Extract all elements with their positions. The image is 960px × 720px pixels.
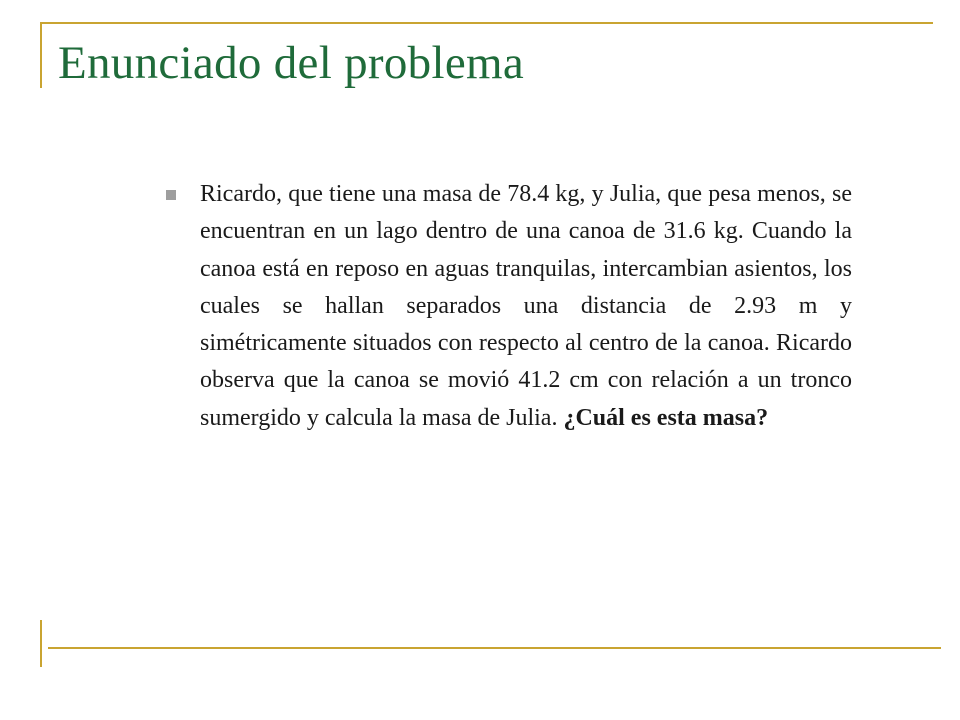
bottom-rule (48, 647, 941, 649)
bottom-left-rule (40, 620, 42, 667)
top-rule (40, 22, 933, 24)
square-bullet-icon (166, 190, 176, 200)
problem-statement: Ricardo, que tiene una masa de 78.4 kg, y Julia, que pesa menos, se encuentran en un lago dentro de una canoa de 31.6 kg. Cuando la canoa está en reposo en aguas tranquilas, intercambian asientos, los cuales se hallan separados una distancia de 2.93 m y simétricamente situados con respecto al centro de la canoa. Ricardo observa que la canoa se movió 41.2 cm con relación a un tronco sumergido y calcula la masa de Julia. (200, 181, 852, 431)
bullet-list (160, 176, 852, 437)
slide-title: Enunciado del problema (58, 37, 524, 89)
left-rule (40, 22, 42, 88)
bullet-item (160, 176, 852, 437)
problem-question: ¿Cuál es esta masa? (563, 404, 769, 431)
